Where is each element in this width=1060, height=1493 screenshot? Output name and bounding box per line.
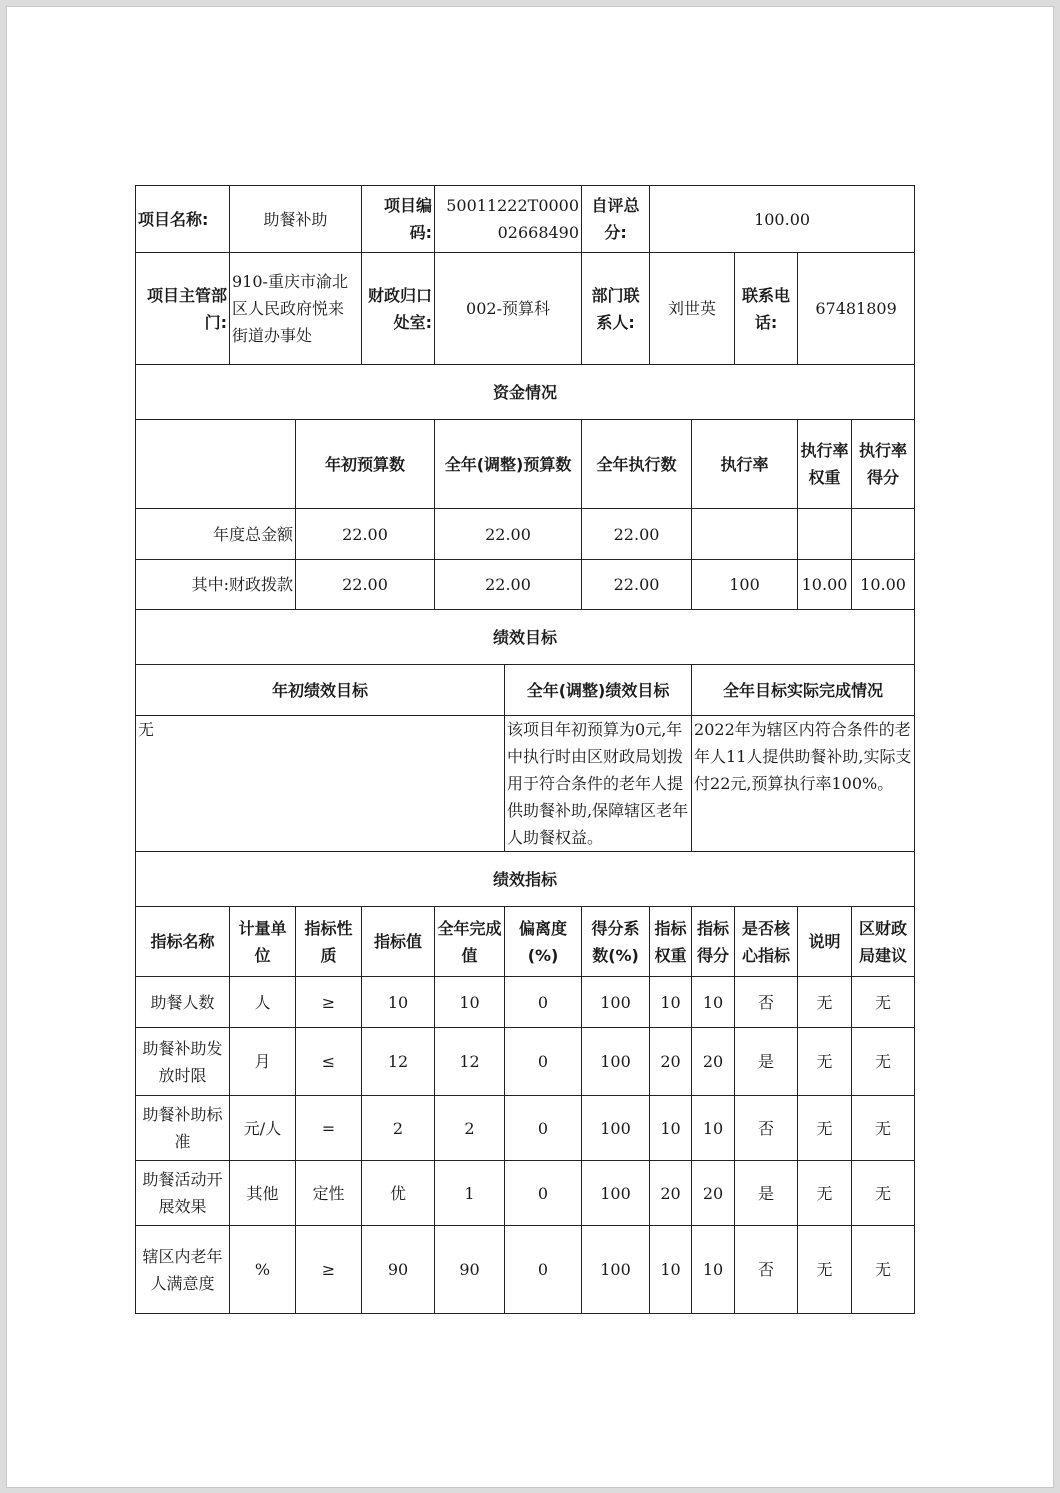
indicator-cell: 无	[852, 1226, 915, 1314]
indicator-cell: 人	[230, 977, 296, 1028]
contact-person-value: 刘世英	[650, 253, 735, 365]
adjusted-goal-text: 该项目年初预算为0元,年中执行时由区财政局划拨用于符合条件的老年人提供助餐补助,保障辖区老年人助餐权益。	[505, 716, 692, 852]
indicator-header: 是否核心指标	[735, 907, 798, 977]
indicator-cell: 优	[362, 1161, 435, 1226]
indicator-header: 指标值	[362, 907, 435, 977]
project-code-label: 项目编码:	[362, 186, 435, 253]
indicators-header-row	[136, 907, 915, 977]
indicator-header: 指标性质	[296, 907, 362, 977]
performance-evaluation-table	[135, 185, 915, 1314]
funds-score-value: 10.00	[852, 560, 915, 610]
goals-section-row	[136, 610, 915, 665]
actual-completion-header: 全年目标实际完成情况	[692, 665, 915, 716]
indicator-cell: 0	[505, 1161, 582, 1226]
indicator-cell: 无	[798, 1161, 852, 1226]
indicator-row	[136, 1096, 915, 1161]
indicator-cell: 月	[230, 1028, 296, 1096]
indicator-cell: 100	[582, 1096, 650, 1161]
indicator-row	[136, 1028, 915, 1096]
project-name-value: 助餐补助	[230, 186, 362, 253]
indicator-cell: 否	[735, 1096, 798, 1161]
indicator-cell: 10	[435, 977, 505, 1028]
goals-content-row	[136, 716, 915, 852]
indicator-cell: 20	[650, 1161, 692, 1226]
indicator-header: 偏离度(%)	[505, 907, 582, 977]
indicator-cell: 是	[735, 1161, 798, 1226]
indicator-cell: 1	[435, 1161, 505, 1226]
indicator-header: 得分系数(%)	[582, 907, 650, 977]
contact-person-label: 部门联系人:	[582, 253, 650, 365]
indicator-cell: 无	[798, 1226, 852, 1314]
indicator-cell: 无	[798, 1028, 852, 1096]
funds-header-score: 执行率得分	[852, 420, 915, 509]
indicator-cell: 100	[582, 1226, 650, 1314]
indicator-cell: 无	[798, 1096, 852, 1161]
funds-initial-value: 22.00	[296, 509, 435, 560]
indicator-cell: 90	[435, 1226, 505, 1314]
funds-executed-value: 22.00	[582, 509, 692, 560]
funds-header-row	[136, 420, 915, 509]
indicator-row	[136, 1161, 915, 1226]
self-score-label: 自评总分:	[582, 186, 650, 253]
indicator-cell: 无	[852, 977, 915, 1028]
indicator-cell: 10	[692, 1096, 735, 1161]
department-value: 910-重庆市渝北区人民政府悦来街道办事处	[230, 253, 362, 365]
funds-weight-value: 10.00	[798, 560, 852, 610]
funds-initial-value: 22.00	[296, 560, 435, 610]
indicator-header: 指标得分	[692, 907, 735, 977]
funds-adjusted-value: 22.00	[435, 560, 582, 610]
indicator-cell: 2	[435, 1096, 505, 1161]
indicator-cell: ≤	[296, 1028, 362, 1096]
indicator-cell: 90	[362, 1226, 435, 1314]
phone-value: 67481809	[798, 253, 915, 365]
indicator-cell: 12	[435, 1028, 505, 1096]
funds-header-initial: 年初预算数	[296, 420, 435, 509]
funds-row-label: 年度总金额	[136, 509, 296, 560]
self-score-value: 100.00	[650, 186, 915, 253]
indicator-row	[136, 1226, 915, 1314]
adjusted-goal-header: 全年(调整)绩效目标	[505, 665, 692, 716]
indicator-cell: ≥	[296, 977, 362, 1028]
indicator-cell: %	[230, 1226, 296, 1314]
indicator-cell: 是	[735, 1028, 798, 1096]
indicator-cell: 助餐补助发放时限	[136, 1028, 230, 1096]
funds-row-fiscal	[136, 560, 915, 610]
indicator-cell: 100	[582, 1028, 650, 1096]
indicators-section-title: 绩效指标	[136, 852, 915, 907]
funds-header-rate: 执行率	[692, 420, 798, 509]
indicator-cell: 10	[692, 977, 735, 1028]
goals-section-title: 绩效目标	[136, 610, 915, 665]
funds-header-blank	[136, 420, 296, 509]
phone-label: 联系电话:	[735, 253, 798, 365]
funds-row-total	[136, 509, 915, 560]
indicator-cell: 无	[852, 1161, 915, 1226]
indicator-cell: 10	[650, 1096, 692, 1161]
indicator-cell: 100	[582, 977, 650, 1028]
indicator-cell: 否	[735, 977, 798, 1028]
initial-goal-text: 无	[136, 716, 505, 852]
indicator-cell: 20	[650, 1028, 692, 1096]
indicator-header: 指标名称	[136, 907, 230, 977]
indicator-cell: 20	[692, 1161, 735, 1226]
goals-header-row	[136, 665, 915, 716]
indicator-row	[136, 977, 915, 1028]
indicator-cell: 100	[582, 1161, 650, 1226]
indicator-cell: 其他	[230, 1161, 296, 1226]
funds-rate-value: 100	[692, 560, 798, 610]
funds-weight-value	[798, 509, 852, 560]
funds-header-executed: 全年执行数	[582, 420, 692, 509]
indicator-cell: 20	[692, 1028, 735, 1096]
project-code-value: 50011222T000002668490	[435, 186, 582, 253]
indicators-section-row	[136, 852, 915, 907]
project-info-row-2	[136, 253, 915, 365]
finance-office-value: 002-预算科	[435, 253, 582, 365]
funds-header-adjusted: 全年(调整)预算数	[435, 420, 582, 509]
initial-goal-header: 年初绩效目标	[136, 665, 505, 716]
funds-score-value	[852, 509, 915, 560]
indicator-cell: 无	[852, 1096, 915, 1161]
indicator-cell: 元/人	[230, 1096, 296, 1161]
indicator-cell: 无	[798, 977, 852, 1028]
indicator-cell: 0	[505, 1028, 582, 1096]
indicator-cell: 0	[505, 1226, 582, 1314]
indicator-header: 说明	[798, 907, 852, 977]
funds-row-label: 其中:财政拨款	[136, 560, 296, 610]
indicator-header: 区财政局建议	[852, 907, 915, 977]
indicator-cell: 0	[505, 1096, 582, 1161]
indicator-header: 指标权重	[650, 907, 692, 977]
indicator-cell: 否	[735, 1226, 798, 1314]
indicator-cell: 辖区内老年人满意度	[136, 1226, 230, 1314]
actual-completion-text: 2022年为辖区内符合条件的老年人11人提供助餐补助,实际支付22元,预算执行率100%。	[692, 716, 915, 852]
project-info-row-1	[136, 186, 915, 253]
project-name-label: 项目名称:	[136, 186, 230, 253]
indicator-cell: 12	[362, 1028, 435, 1096]
indicator-cell: ≥	[296, 1226, 362, 1314]
funds-rate-value	[692, 509, 798, 560]
indicator-cell: =	[296, 1096, 362, 1161]
indicator-cell: 10	[650, 977, 692, 1028]
indicator-cell: 10	[362, 977, 435, 1028]
funds-section-row	[136, 365, 915, 420]
indicator-cell: 0	[505, 977, 582, 1028]
funds-header-weight: 执行率权重	[798, 420, 852, 509]
department-label: 项目主管部门:	[136, 253, 230, 365]
indicator-cell: 10	[692, 1226, 735, 1314]
indicator-cell: 10	[650, 1226, 692, 1314]
indicator-cell: 2	[362, 1096, 435, 1161]
indicator-header: 全年完成值	[435, 907, 505, 977]
indicator-cell: 定性	[296, 1161, 362, 1226]
indicator-cell: 助餐补助标准	[136, 1096, 230, 1161]
indicator-cell: 无	[852, 1028, 915, 1096]
indicator-header: 计量单位	[230, 907, 296, 977]
funds-adjusted-value: 22.00	[435, 509, 582, 560]
funds-section-title: 资金情况	[136, 365, 915, 420]
funds-executed-value: 22.00	[582, 560, 692, 610]
indicator-cell: 助餐人数	[136, 977, 230, 1028]
finance-office-label: 财政归口处室:	[362, 253, 435, 365]
indicator-cell: 助餐活动开展效果	[136, 1161, 230, 1226]
